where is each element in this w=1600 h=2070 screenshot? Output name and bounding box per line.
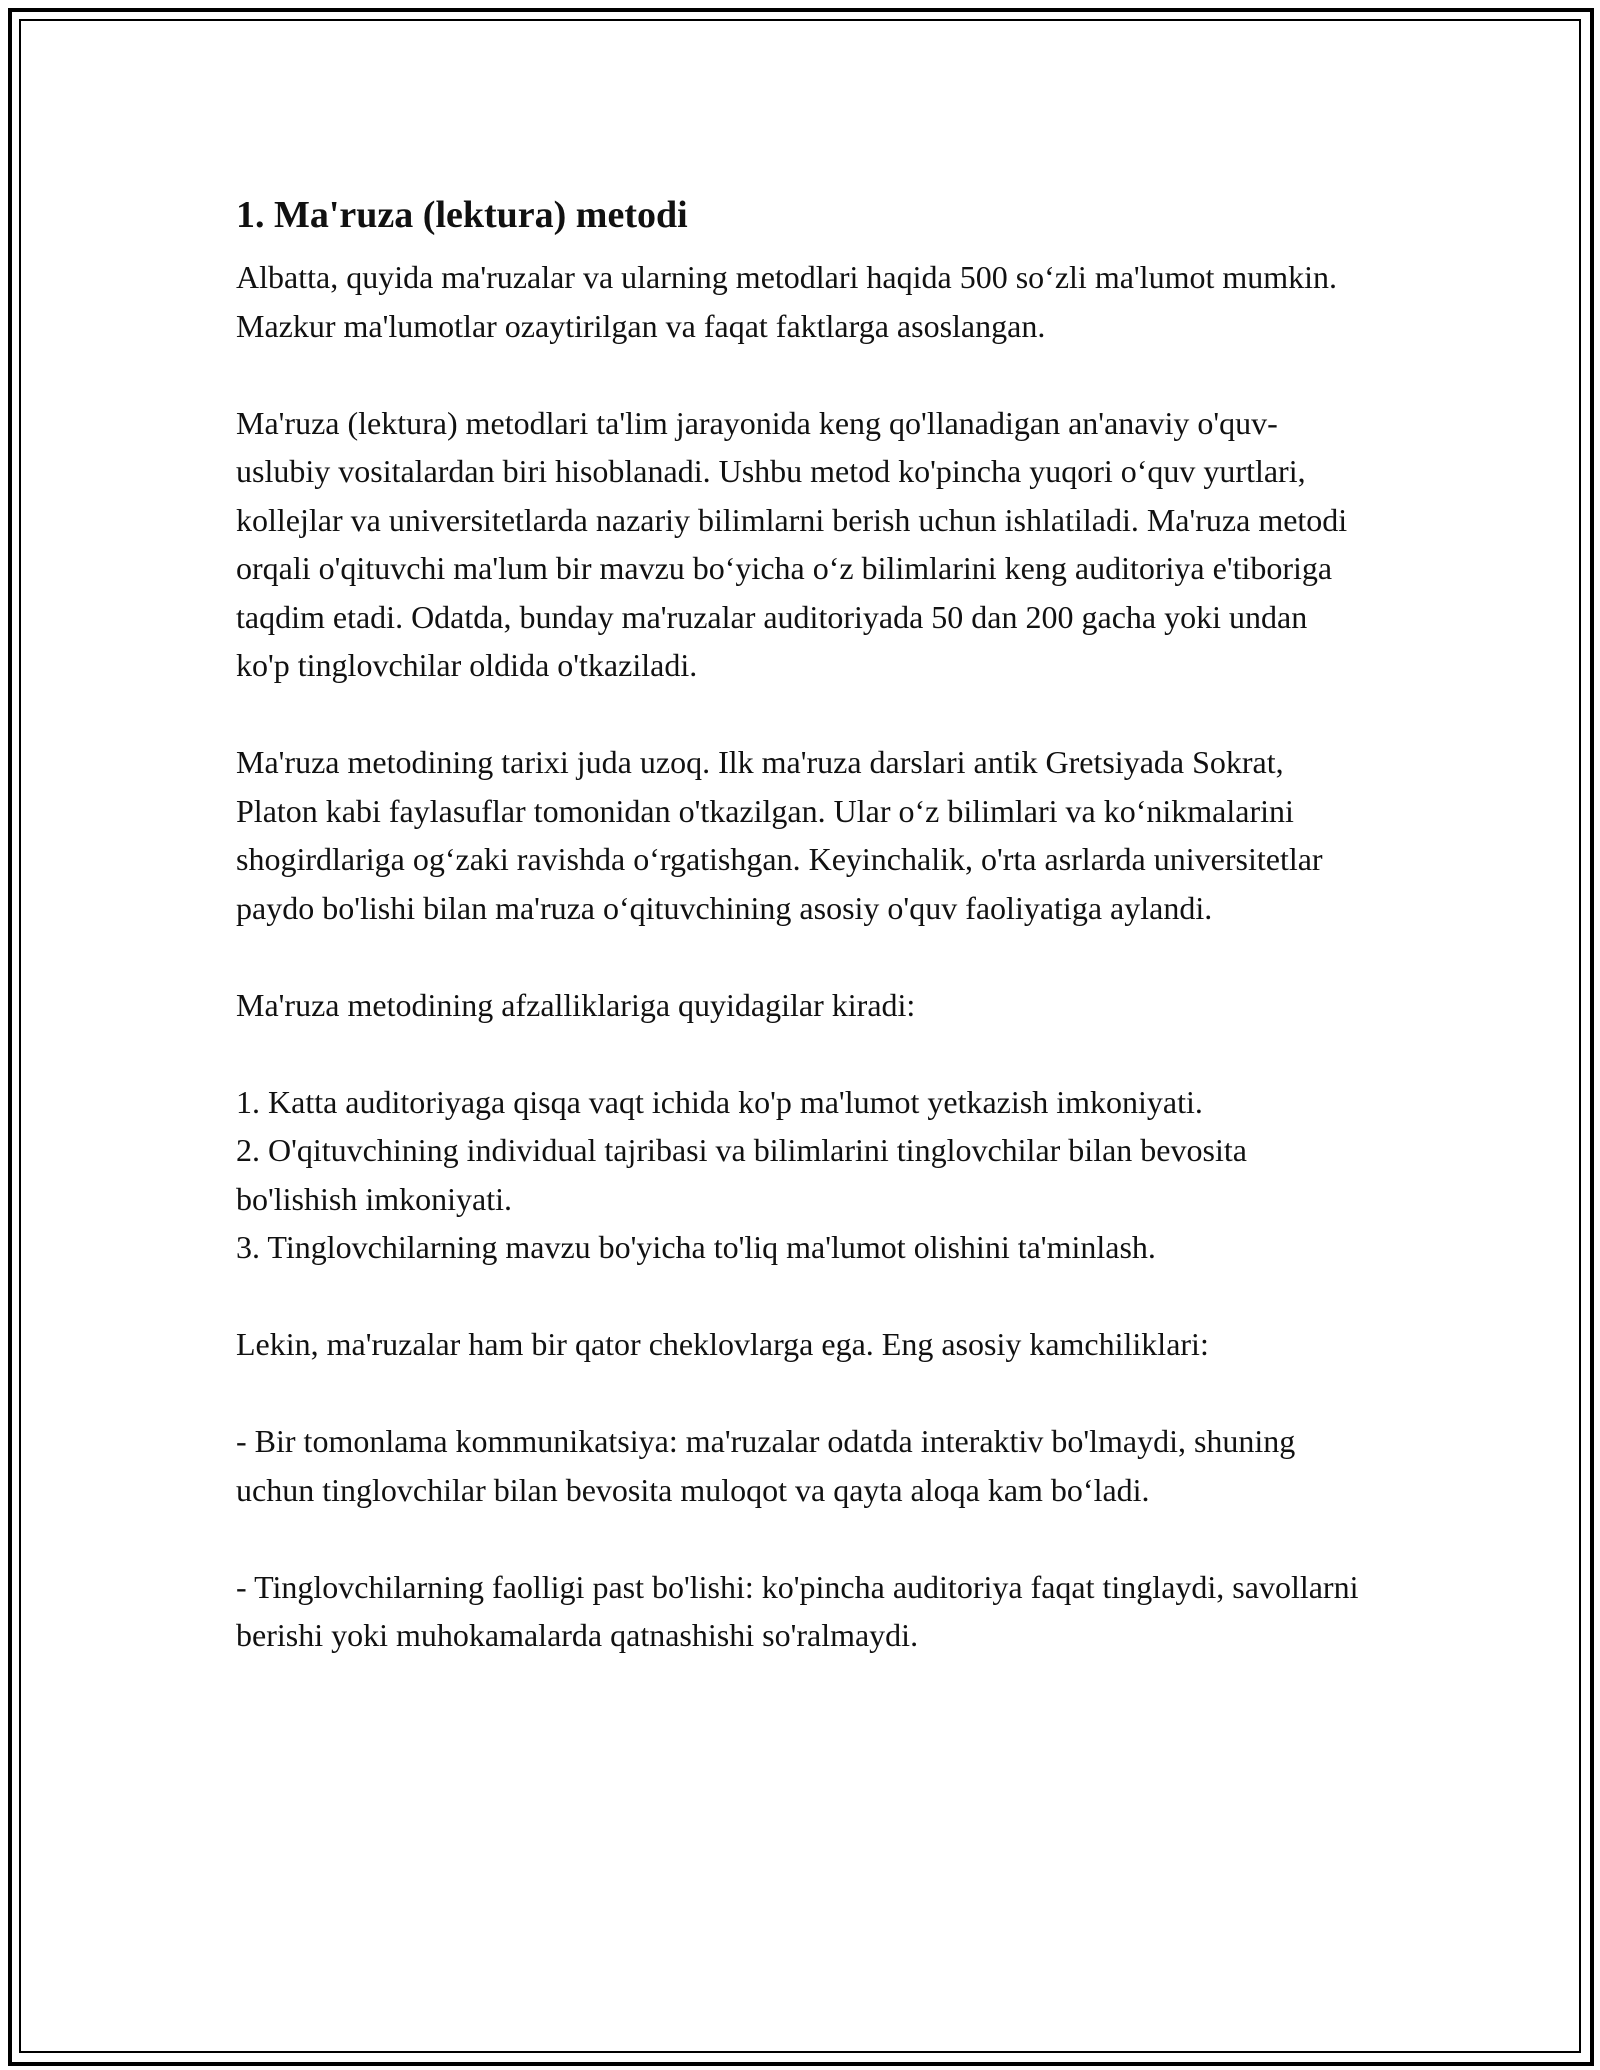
list-item: 1. Katta auditoriyaga qisqa vaqt ichida ko'p ma'lumot yetkazish imkoniyati. xyxy=(236,1083,1203,1120)
limitations-intro: Lekin, ma'ruzalar ham bir qator cheklovlarga ega. Eng asosiy kamchiliklari: xyxy=(236,1326,1209,1362)
list-item: 2. O'qituvchining individual tajribasi va bilimlarini tinglovchilar bilan bevosita bo'lishish imkoniyati. xyxy=(236,1132,1247,1217)
paragraph-history: Ma'ruza metodining tarixi juda uzoq. Ilk ma'ruza darslari antik Gretsiyada Sokrat, Platon kabi faylasuflar tomonidan o'tkazilgan. Ular o‘z bilimlari va ko‘nikmalarini shogirdlariga og‘zaki ravishda o‘rgatishgan. Keyinchalik, o'rta asrlarda universitetlar paydo bo'lishi bilan ma'ruza o‘qituvchining asosiy o'quv faoliyatiga aylandi. xyxy=(236,744,1323,926)
limitation-item-1: - Bir tomonlama kommunikatsiya: ma'ruzalar odatda interaktiv bo'lmaydi, shuning uchun tinglovchilar bilan bevosita muloqot va qayta aloqa kam bo‘ladi. xyxy=(236,1423,1296,1508)
limitation-item-2: - Tinglovchilarning faolligi past bo'lishi: ko'pincha auditoriya faqat tinglaydi, savollarni berishi yoki muhokamalarda qatnashishi so'ralmaydi. xyxy=(236,1568,1359,1653)
document-body xyxy=(236,185,1366,1708)
paragraph-definition: Ma'ruza (lektura) metodlari ta'lim jarayonida keng qo'llanadigan an'anaviy o'quv-uslubiy vositalardan biri hisoblanadi. Ushbu metod ko'pincha yuqori o‘quv yurtlari, kollejlar va universitetlarda nazariy bilimlarni berish uchun ishlatiladi. Ma'ruza metodi orqali o'qituvchi ma'lum bir mavzu bo‘yicha o‘z bilimlarini keng auditoriya e'tiboriga taqdim etadi. Odatda, bunday ma'ruzalar auditoriyada 50 dan 200 gacha yoki undan ko'p tinglovchilar oldida o'tkaziladi. xyxy=(236,404,1348,683)
document-heading: 1. Ma'ruza (lektura) metodi xyxy=(236,194,688,236)
intro-paragraph: Albatta, quyida ma'ruzalar va ularning metodlari haqida 500 so‘zli ma'lumot mumkin. Mazkur ma'lumotlar ozaytirilgan va faqat faktlarga asoslangan. xyxy=(236,259,1338,344)
advantages-list xyxy=(236,1078,1366,1272)
advantages-intro: Ma'ruza metodining afzalliklariga quyidagilar kiradi: xyxy=(236,986,916,1023)
list-item: 3. Tinglovchilarning mavzu bo'yicha to'liq ma'lumot olishini ta'minlash. xyxy=(236,1229,1156,1265)
